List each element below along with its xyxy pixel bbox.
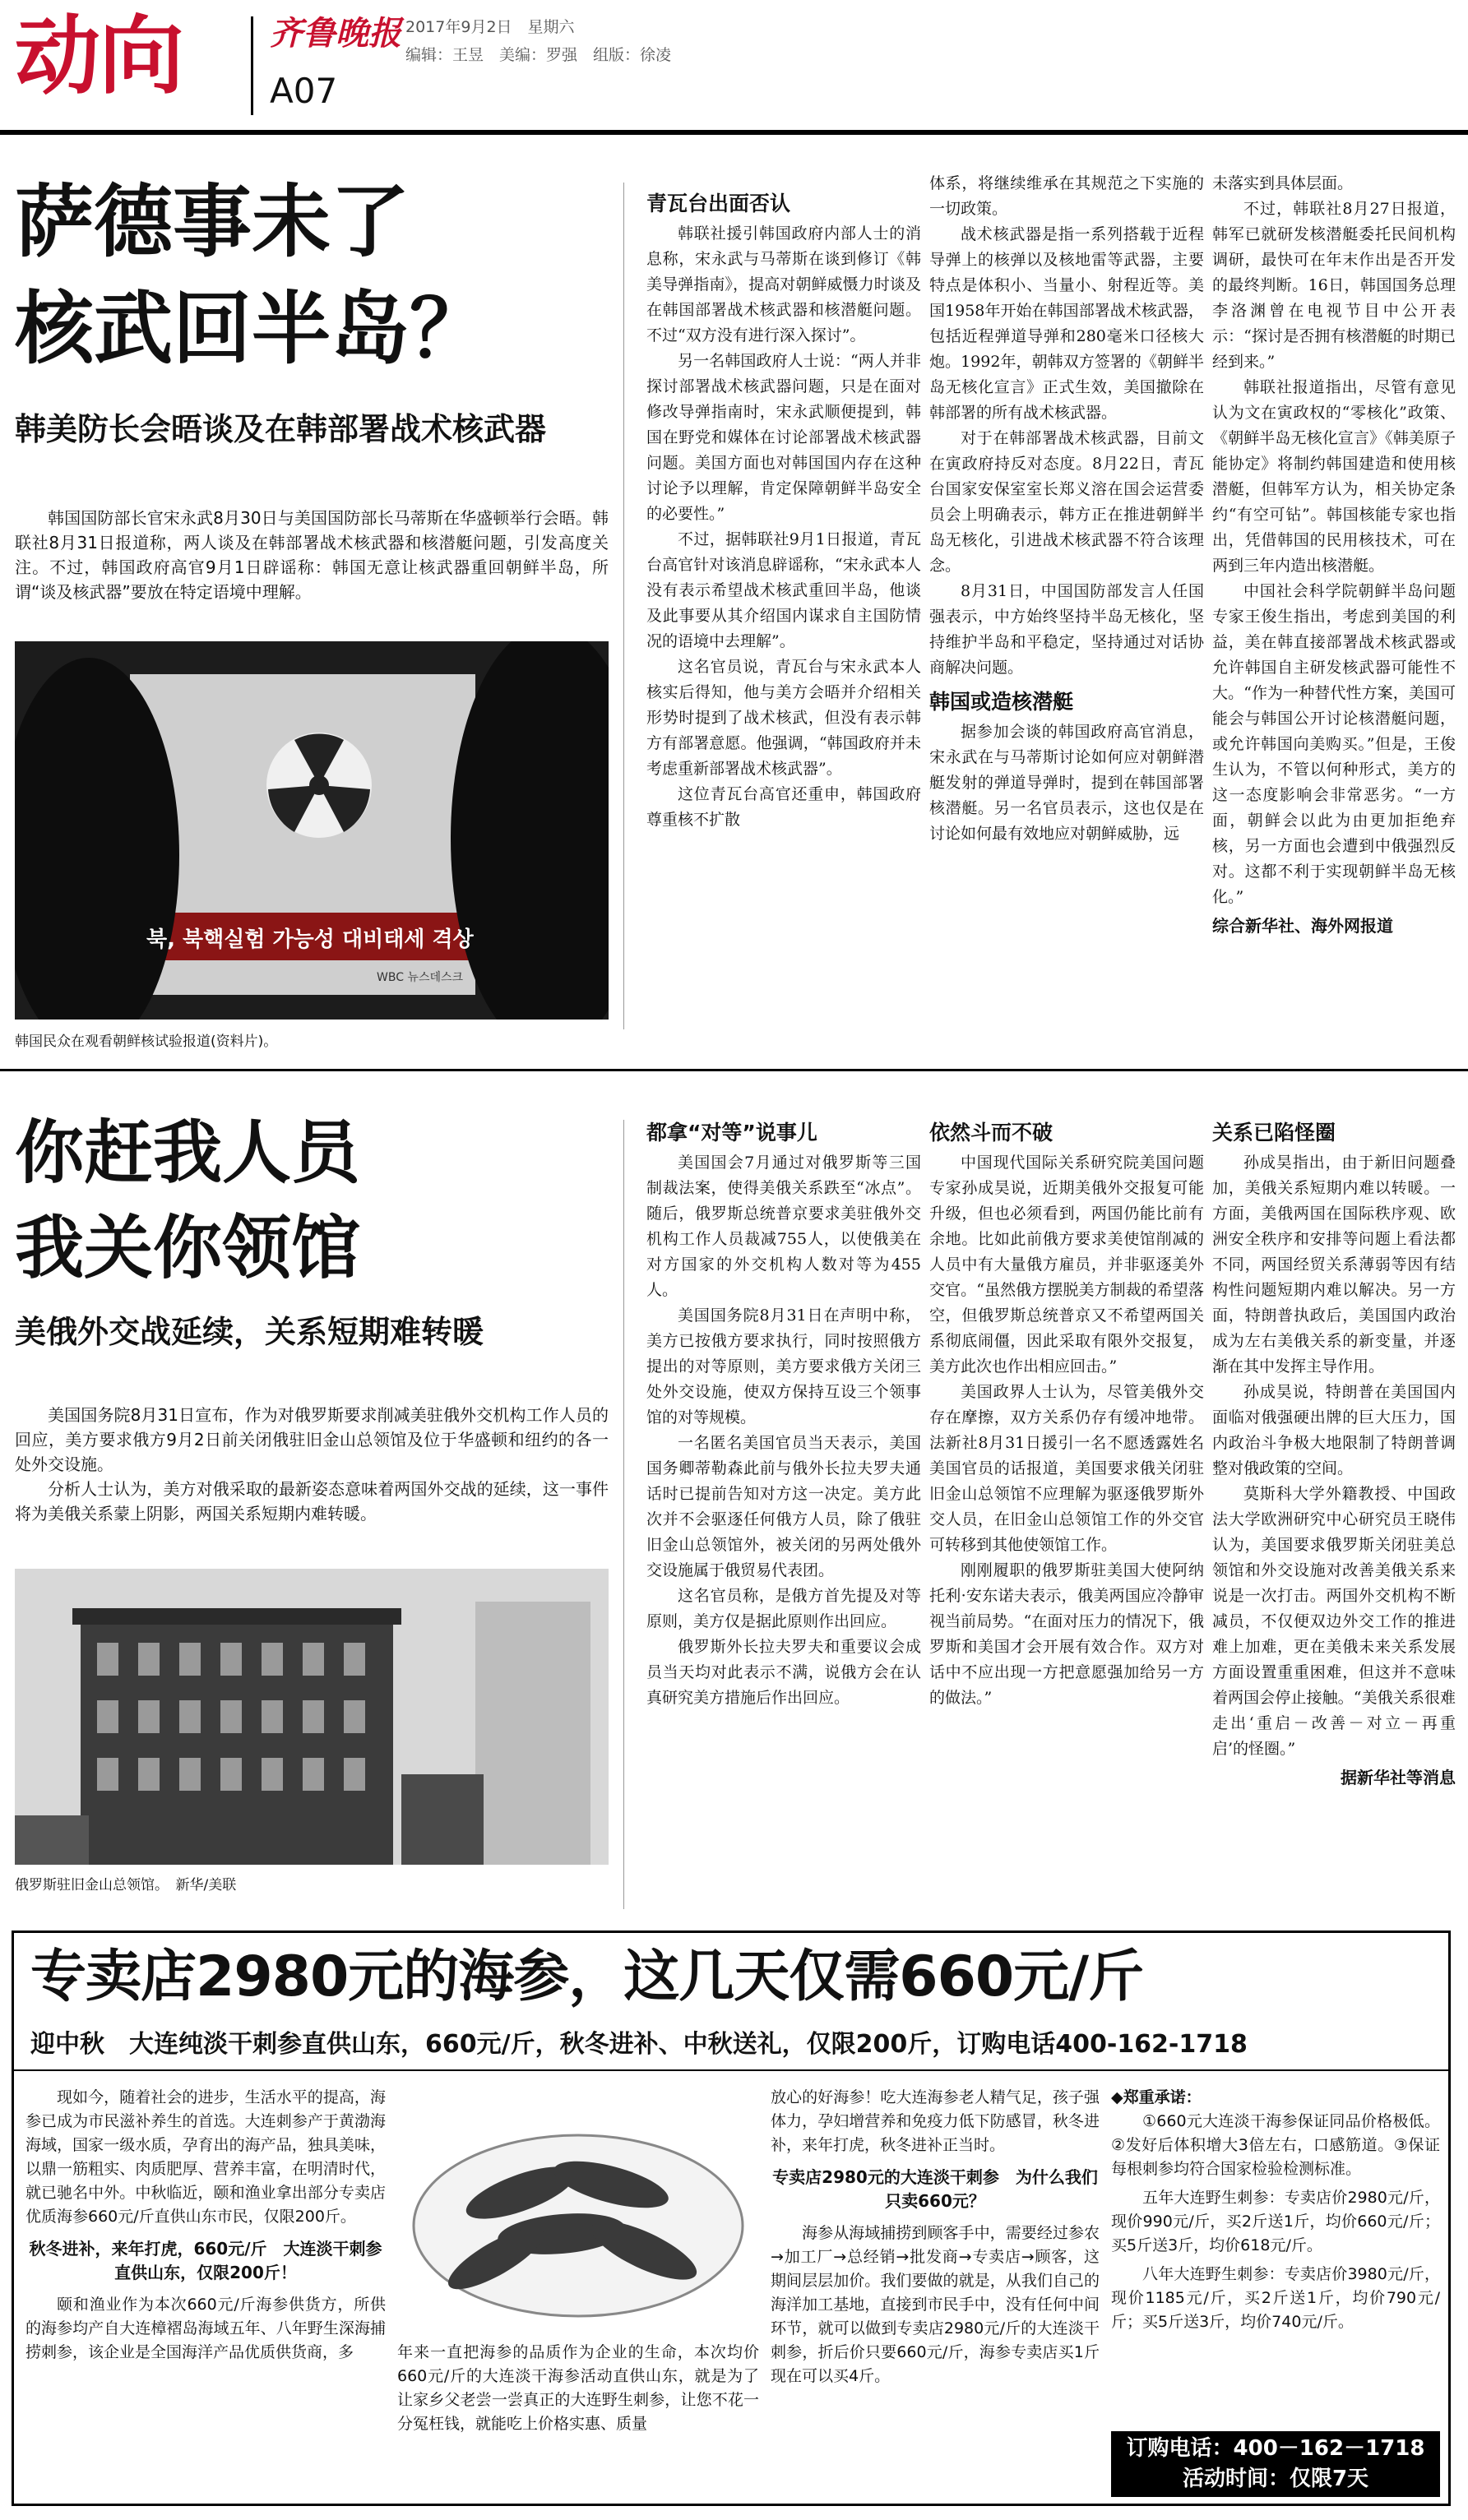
ad-col2-text: 年来一直把海参的品质作为企业的生命，本次均价660元/斤的大连淡干海参活动直供山东，就是为了让家乡父老尝一尝真正的大连野生刺参，让您不花一分冤枉钱，就能吃上价格实惠、质量: [397, 2343, 759, 2433]
story2-column-2: [929, 1120, 1204, 1711]
story-separator: [0, 1069, 1468, 1071]
ad-column-3: [771, 2086, 1100, 2388]
ad-col1-text: 现如今，随着社会的进步，生活水平的提高，海参已成为市民滋补养生的首选。大连刺参产于黄渤海海域，国家一级水质，孕育出的海产品，独具美味，以鼎一筋粗实、肉质肥厚、营养丰富，在明清时代，就已驰名中外。中秋临近，颐和渔业拿出部分专卖店优质海参660元/斤直供山东市民，仅限200斤。: [25, 2088, 386, 2226]
story2-col1-para: 美国国会7月通过对俄罗斯等三国制裁法案，使得美俄关系跌至“冰点”。随后，俄罗斯总统普京要求美驻俄外交机构工作人员裁减755人，以使俄美在对方国家的外交机构人数对等为455人。: [646, 1154, 921, 1299]
ad-phone: 订购电话：400－162－1718: [1126, 2436, 1425, 2461]
ad-offer-five-year: 五年大连野生刺参：专卖店价2980元/斤，现价990元/斤，买2斤送1斤，均价660元/斤；买5斤送3斤，均价618元/斤。: [1111, 2189, 1440, 2254]
story1-subhead: 韩美防长会晤谈及在韩部署战术核武器: [15, 411, 547, 447]
story1-col-divider: [623, 183, 624, 1029]
story2-photo: [15, 1569, 609, 1865]
story1-headline-line2: 核武回半岛？: [15, 283, 489, 375]
story2-headline-line1: 你赶我人员: [15, 1112, 361, 1193]
masthead-divider: [251, 16, 253, 115]
story2-col1-para: 一名匿名美国官员当天表示，美国国务卿蒂勒森此前与俄外长拉夫罗夫通话时已提前告知对方这一决定。美方此次并不会驱逐任何俄方人员，除了俄驻旧金山总领馆外，被关闭的另两处俄外交设施属于俄贸易代表团。: [646, 1434, 921, 1579]
ad-column-4: [1111, 2086, 1440, 2334]
ad-product-photo: [397, 2086, 759, 2333]
story1-col1-para: 这位青瓦台高官还重申，韩国政府尊重核不扩散: [646, 785, 921, 829]
story2-col3-para: 孙成昊指出，由于新旧问题叠加，美俄关系短期内难以转暖。一方面，美俄两国在国际秩序观、欧洲安全秩序和安排等问题上看法都不同，两国经贸关系薄弱等因有结构性问题短期内难以解决。另一方面，特朗普执政后，美国国内政治成为左右美俄关系的新变量，并逐渐在其中发挥主导作用。: [1212, 1154, 1456, 1376]
section-title: 动向: [15, 6, 183, 106]
story1-lede-text: 韩国国防部长官宋永武8月30日与美国国防部长马蒂斯在华盛顿举行会晤。韩联社8月31日报道称，两人谈及在韩部署战术核武器和核潜艇问题，引发高度关注。不过，韩国政府高官9月1日辟谣称：韩国无意让核武器重回朝鲜半岛，所谓“谈及核武器”要放在特定语境中理解。: [15, 508, 609, 602]
ad-headline: 专卖店2980元的海参，这几天仅需660元/斤: [30, 1944, 1144, 2009]
ad-period: 活动时间：仅限7天: [1182, 2467, 1369, 2491]
story2-col1-para: 美国国务院8月31日在声明中称，美方已按俄方要求执行，同时按照俄方提出的对等原则，美方要求俄方关闭三处外交设施，使双方保持互设三个领事馆的对等规模。: [646, 1306, 921, 1426]
story2-col-divider: [623, 1120, 624, 1909]
ad-subline-rule: [14, 2069, 1448, 2071]
story1-col1-para: 另一名韩国政府人士说：“两人并非探讨部署战术核武器问题，只是在面对修改导弹指南时，宋永武顺便提到，韩国在野党和媒体在讨论部署战术核武器问题。美国方面也对韩国国内存在这种讨论予以理解，肯定保障朝鲜半岛安全的必要性。”: [646, 352, 921, 523]
story2-col2-subhead: 依然斗而不破: [929, 1121, 1054, 1144]
story1-col1-subhead: 青瓦台出面否认: [646, 192, 791, 215]
ad-column-2: [397, 2341, 759, 2436]
page-number: A07: [270, 71, 338, 111]
story1-column-2: [929, 171, 1204, 847]
ad-col1-highlight: 秋冬进补，来年打虎，660元/斤 大连淡干刺参直供山东，仅限200斤！: [29, 2239, 382, 2282]
story2-headline-line2: 我关你领馆: [15, 1208, 361, 1288]
story2-column-3: [1212, 1120, 1456, 1791]
story1-col1-para: 韩联社援引韩国政府内部人士的消息称，宋永武与马蒂斯在谈到修订《韩美导弹指南》，提高对朝鲜威慑力时谈及在韩国部署战术核武器和核潜艇问题。不过“双方没有进行深入探讨”。: [646, 224, 921, 344]
story2-col3-para: 莫斯科大学外籍教授、中国政法大学欧洲研究中心研究员王晓伟认为，美国要求俄罗斯关闭驻美总领馆和外交设施对改善美俄关系来说是一次打击。两国外交机构不断减员，不仅便双边外交工作的推进难上加难，更在美俄未来关系发展方面设置重重困难，但这并不意味着两国会停止接触。“美俄关系很难走出‘重启－改善－对立－再重启’的怪圈。”: [1212, 1485, 1456, 1758]
ad-contact-box: [1111, 2431, 1440, 2497]
story1-source: 综合新华社、海外网报道: [1212, 916, 1393, 936]
story1-col3-para: 韩联社报道指出，尽管有意见认为文在寅政权的“零核化”政策、《朝鲜半岛无核化宣言》《韩美原子能协定》将制约韩国建造和使用核潜艇，但韩军方认为，相关协定条约“有空可钻”。韩国核能专家也指出，凭借韩国的民用核技术，可在两到三年内造出核潜艇。: [1212, 378, 1456, 575]
story2-col2-para: 刚刚履职的俄罗斯驻美国大使阿纳托利·安东诺夫表示，俄美两国应冷静审视当前局势。“在面对压力的情况下，俄罗斯和美国才会开展有效合作。双方对话中不应出现一方把意愿强加给另一方的做法。”: [929, 1561, 1204, 1707]
story2-source: 据新华社等消息: [1341, 1768, 1456, 1787]
ad-col3-text: 海参从海域捕捞到顾客手中，需要经过参农→加工厂→总经销→批发商→专卖店→顾客，这期间层层加价。我们要做的就是，从我们自己的海洋加工基地，直接到市民手中，没有任何中间环节，就可以做到专卖店2980元/斤的大连淡干刺参，折后价只要660元/斤，海参专卖店买1斤现在可以买4斤。: [771, 2224, 1100, 2385]
story1-col1-para: 这名官员说，青瓦台与宋永武本人核实后得知，他与美方会晤并介绍相关形势时提到了战术核武，但没有表示韩方有部署意愿。他强调，“韩国政府并未考虑重新部署战术核武器”。: [646, 658, 921, 778]
ad-subline: 迎中秋 大连纯淡干刺参直供山东，660元/斤，秋冬进补、中秋送礼，仅限200斤，订购电话400-162-1718: [30, 2030, 1248, 2059]
story1-col2-para: 对于在韩部署战术核武器，目前文在寅政府持反对态度。8月22日，青瓦台国家安保室室长郑义溶在国会运营委员会上明确表示，韩方正在推进朝鲜半岛无核化，引进战术核武器不符合该理念。: [929, 429, 1204, 575]
photo-tv-logo: WBC 뉴스데스크: [377, 971, 464, 984]
story2-lede: [15, 1403, 609, 1526]
photo-overlay-text: 북, 북핵실험 가능성 대비태세 격상: [146, 927, 474, 952]
story1-col3-para: 未落实到具体层面。: [1212, 174, 1354, 192]
story2-col3-para: 孙成昊说，特朗普在美国国内面临对俄强硬出牌的巨大压力，国内政治斗争极大地限制了特朗普调整对俄政策的空间。: [1212, 1383, 1456, 1477]
story2-photo-caption: 俄罗斯驻旧金山总领馆。 新华/美联: [15, 1877, 237, 1893]
ad-promise-text: ①660元大连淡干海参保证同品价格极低。②发好后体积增大3倍左右，口感筋道。③保证每根刺参均符合国家检验检测标准。: [1111, 2112, 1440, 2178]
story1-col2-subhead: 韩国或造核潜艇: [929, 690, 1074, 714]
story1-col1-para: 不过，据韩联社9月1日报道，青瓦台高官针对该消息辟谣称，“宋永武本人没有表示希望战术核武重回半岛，他谈及此事要从其介绍国内谋求自主国防情况的语境中去理解”。: [646, 530, 921, 650]
sea-cucumber-icon: [397, 2086, 759, 2333]
staff-credits: 编辑：王昱 美编：罗强 组版：徐凌: [405, 46, 672, 64]
ad-promise-title: ◆郑重承诺：: [1111, 2088, 1202, 2106]
story1-lede: [15, 506, 609, 604]
story2-col1-para: 这名官员称，是俄方首先提及对等原则，美方仅是据此原则作出回应。: [646, 1587, 921, 1630]
story2-lede-text: 美国国务院8月31日宣布，作为对俄罗斯要求削减美驻俄外交机构工作人员的回应，美方要求俄方9月2日前关闭俄驻旧金山总领馆及位于华盛顿和纽约的各一处外交设施。: [15, 1405, 609, 1474]
story2-col2-para: 中国现代国际关系研究院美国问题专家孙成昊说，近期美俄外交报复可能升级，但也必须看到，两国仍能比前有余地。比如此前俄方要求美使馆削减的人员中有大量俄方雇员，并非驱逐美外交官。“虽然俄方摆脱美方制裁的希望落空，但俄罗斯总统普京又不希望两国关系彻底闹僵，因此采取有限外交报复，美方此次也作出相应回击。”: [929, 1154, 1204, 1376]
story2-column-1: [646, 1120, 921, 1711]
story1-col2-para: 战术核武器是指一系列搭载于近程导弹上的核弹以及核地雷等武器，主要特点是体积小、当量小、射程近等。美国1958年开始在韩国部署战术核武器，包括近程弹道导弹和280毫米口径核大炮。1992年，朝韩双方签署的《朝鲜半岛无核化宣言》正式生效，美国撤除在韩部署的所有战术核武器。: [929, 225, 1204, 422]
paper-logo: 齐鲁晚报: [270, 14, 401, 53]
story1-col2-para: 据参加会谈的韩国政府高官消息，宋永武在与马蒂斯讨论如何应对朝鲜潜艇发射的弹道导弹时，提到在韩国部署核潜艇。另一名官员表示，这也仅是在讨论如何最有效地应对朝鲜威胁，远: [929, 723, 1204, 843]
ad-col1-text: 颐和渔业作为本次660元/斤海参供货方，所供的海参均产自大连樟褶岛海域五年、八年野生深海捕捞刺参，该企业是全国海洋产品优质供货商，多: [25, 2296, 386, 2361]
ad-col3-text: 放心的好海参！吃大连海参老人精气足，孩子强体力，孕妇增营养和免疫力低下防感冒，秋冬进补，来年打虎，秋冬进补正当时。: [771, 2088, 1100, 2154]
story2-col3-subhead: 关系已陷怪圈: [1212, 1121, 1336, 1144]
story1-col3-para: 不过，韩联社8月27日报道，韩军已就研发核潜艇委托民间机构调研，最快可在年末作出是否开发的最终判断。16日，韩国国务总理李洛渊曾在电视节目中公开表示：“探讨是否拥有核潜艇的时期已经到来。”: [1212, 200, 1456, 371]
story1-photo: [15, 641, 609, 1020]
story2-col2-para: 美国政界人士认为，尽管美俄外交存在摩擦，双方关系仍存有缓冲地带。法新社8月31日援引一名不愿透露姓名美国官员的话报道，美国要求俄关闭驻旧金山总领馆不应理解为驱逐俄罗斯外交人员，在旧金山总领馆工作的外交官可转移到其他使领馆工作。: [929, 1383, 1204, 1554]
story1-column-1: [646, 191, 921, 833]
masthead-rule: [0, 130, 1468, 135]
story1-col3-para: 中国社会科学院朝鲜半岛问题专家王俊生指出，考虑到美国的利益，美在韩直接部署战术核武器或允许韩国自主研发核武器可能性不大。“作为一种替代性方案，美国可能会与韩国公开讨论核潜艇问题，或允许韩国向美购买。”但是，王俊生认为，不管以何种形式，美方的这一态度影响会非常恶劣。“一方面，朝鲜会以此为由更加拒绝弃核，另一方面也会遭到中俄强烈反对。这都不利于实现朝鲜半岛无核化。”: [1212, 582, 1456, 906]
tv-screen-illustration: [15, 641, 609, 1020]
story1-headline-line1: 萨德事未了: [15, 176, 410, 268]
story1-photo-caption: 韩国民众在观看朝鲜核试验报道(资料片)。: [15, 1033, 278, 1050]
ad-col3-highlight: 专卖店2980元的大连淡干刺参 为什么我们只卖660元？: [772, 2167, 1098, 2211]
story2-subhead: 美俄外交战延续，关系短期难转暖: [15, 1314, 484, 1350]
story2-lede-text: 分析人士认为，美方对俄采取的最新姿态意味着两国外交战的延续，这一事件将为美俄关系蒙上阴影，两国关系短期内难转暖。: [15, 1479, 609, 1524]
story1-column-3: [1212, 171, 1456, 939]
story1-col2-para: 8月31日，中国国防部发言人任国强表示，中方始终坚持半岛无核化，坚持维护半岛和平稳定，坚持通过对话协商解决问题。: [929, 582, 1204, 677]
issue-date: 2017年9月2日 星期六: [405, 18, 575, 36]
story2-col1-para: 俄罗斯外长拉夫罗夫和重要议会成员当天均对此表示不满，说俄方会在认真研究美方措施后作出回应。: [646, 1638, 921, 1707]
story2-col1-subhead: 都拿“对等”说事儿: [646, 1121, 817, 1144]
ad-offer-eight-year: 八年大连野生刺参：专卖店价3980元/斤，现价1185元/斤，买2斤送1斤，均价790元/斤；买5斤送3斤，均价740元/斤。: [1111, 2265, 1440, 2331]
story1-col2-para: 体系，将继续维承在其规范之下实施的一切政策。: [929, 174, 1204, 218]
ad-column-1: [25, 2086, 386, 2365]
advertisement-box: [12, 1930, 1451, 2506]
consulate-building-illustration: [15, 1569, 609, 1865]
